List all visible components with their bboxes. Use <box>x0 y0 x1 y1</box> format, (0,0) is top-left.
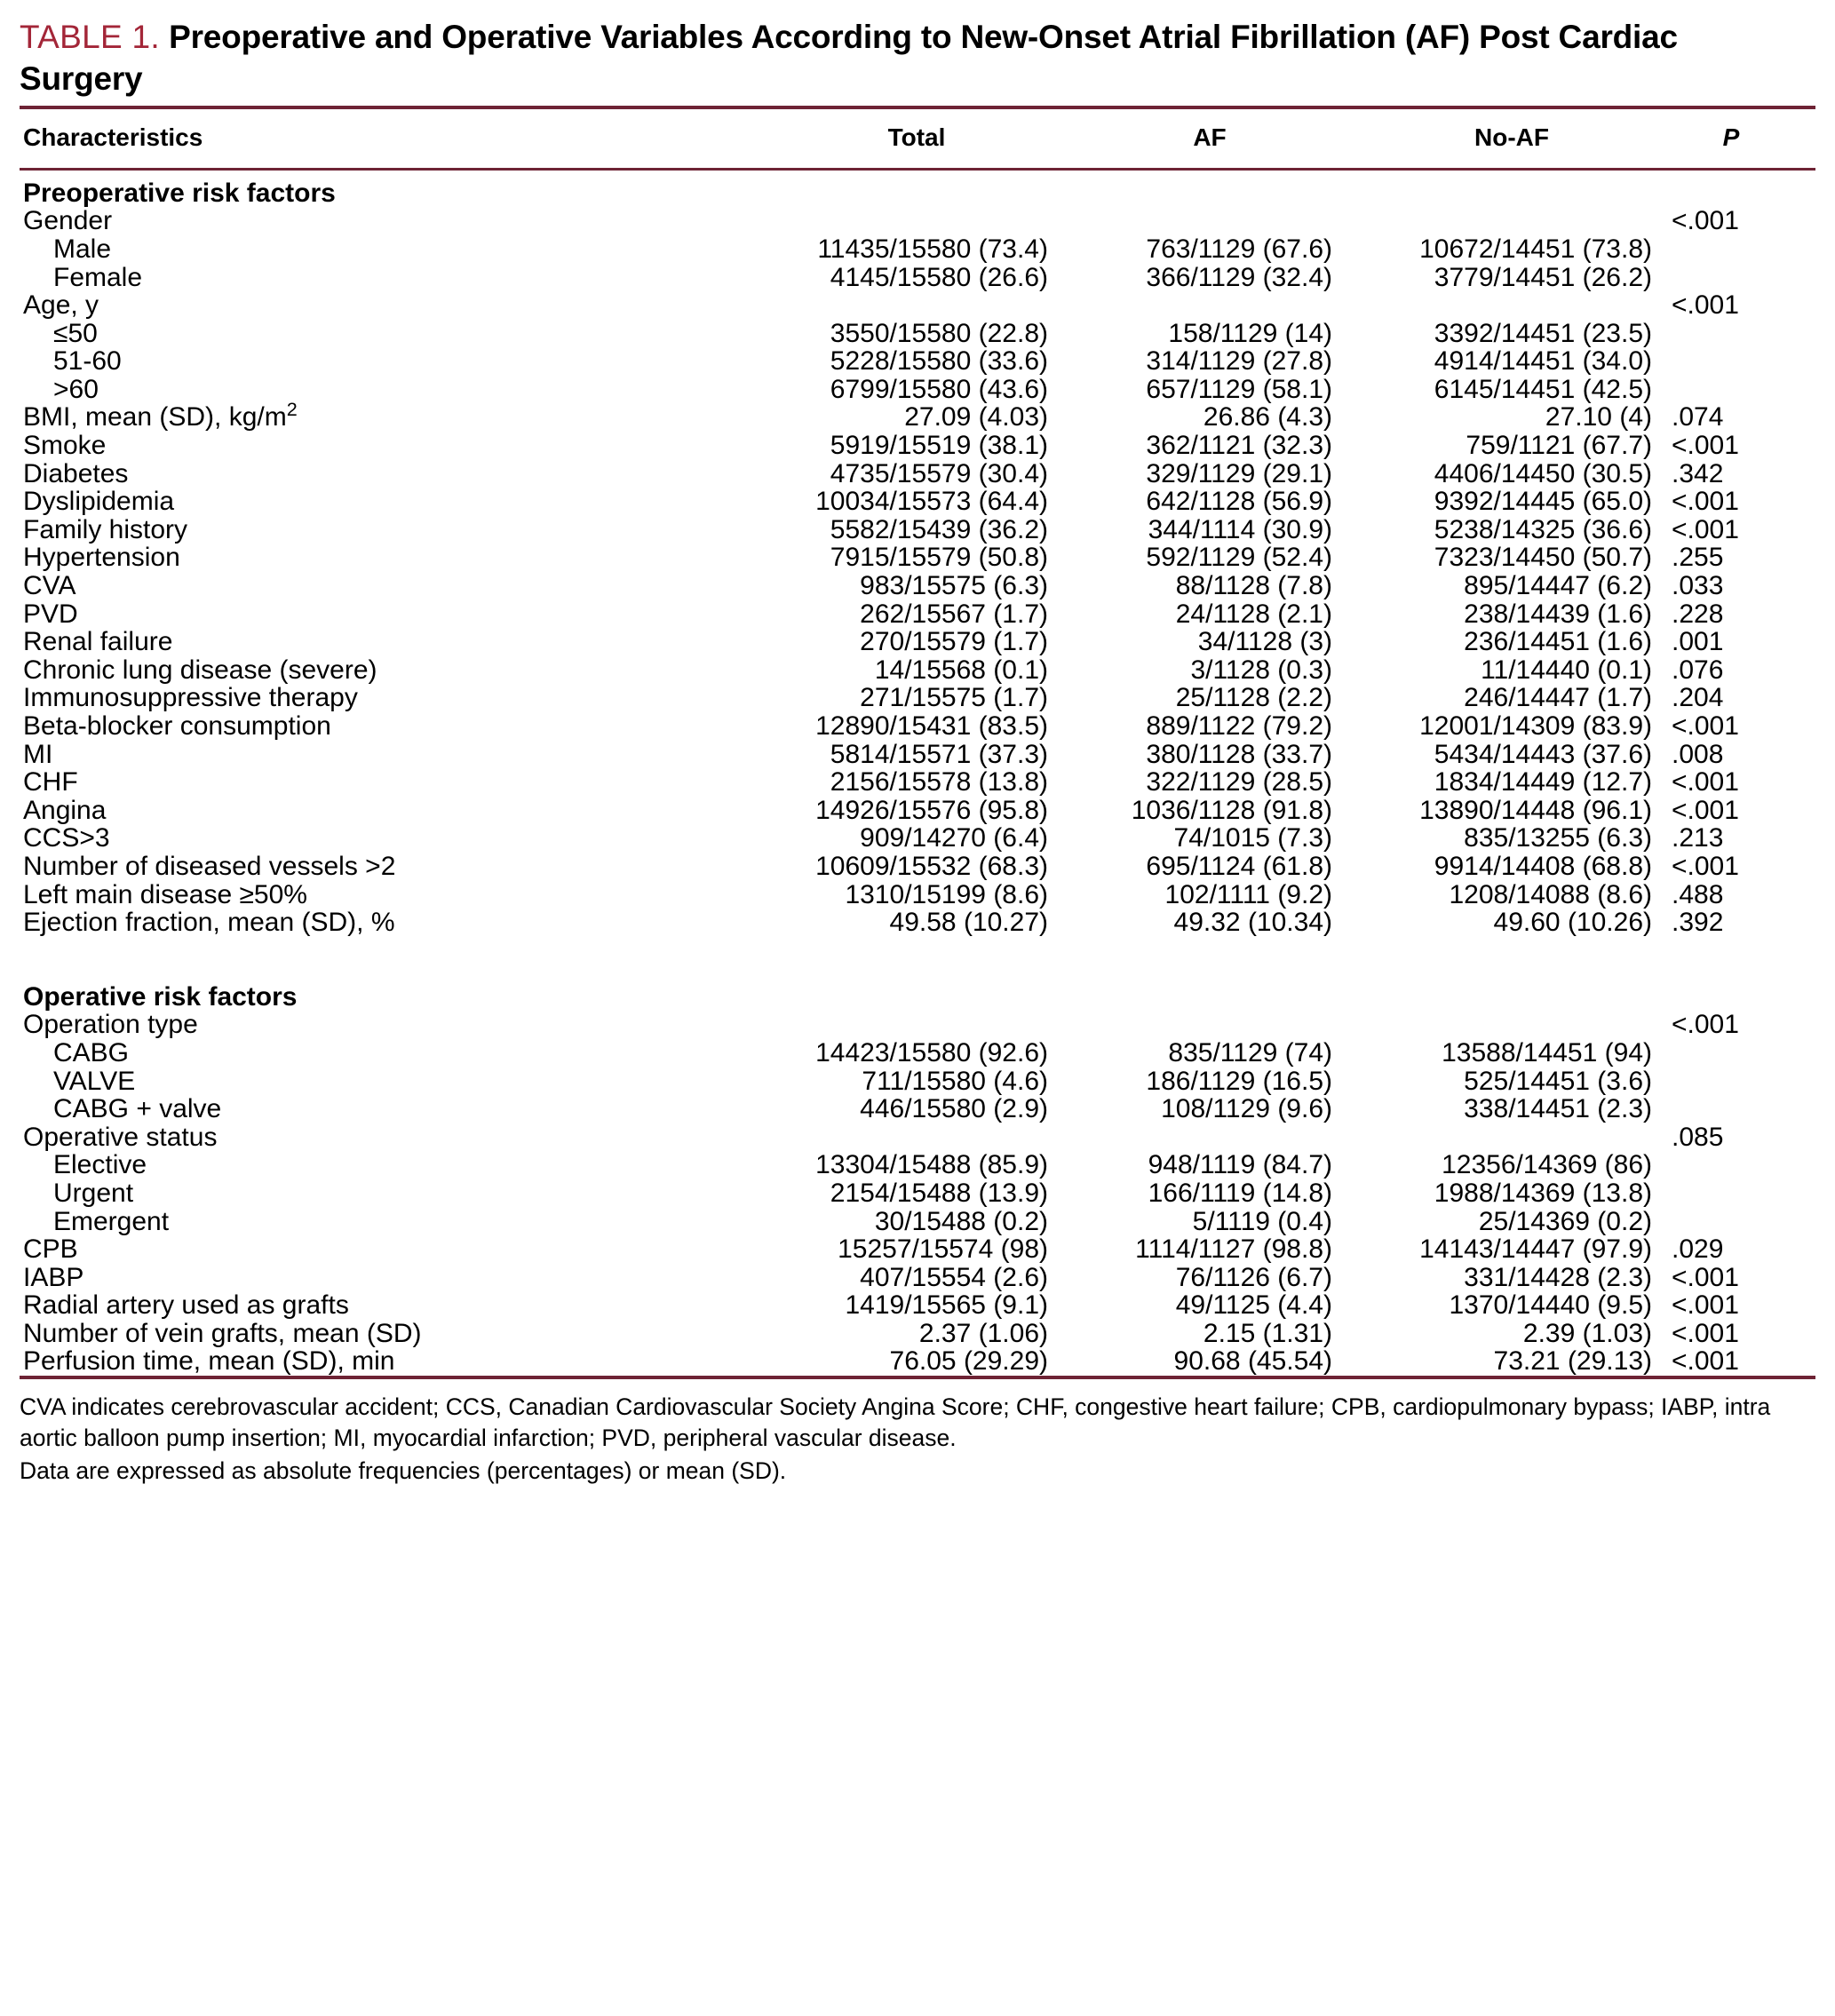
cell-af: 642/1128 (56.9) <box>1146 487 1332 517</box>
table-row <box>20 797 1815 825</box>
table-row <box>20 600 1815 629</box>
cell-total: 14423/15580 (92.6) <box>815 1037 1048 1068</box>
cell-af: 49/1125 (4.4) <box>1175 1290 1332 1321</box>
cell-total: 27.09 (4.03) <box>904 402 1048 433</box>
cell-af: 763/1129 (67.6) <box>1146 234 1332 264</box>
cell-no-af: 2.39 (1.03) <box>1522 1318 1652 1348</box>
cell-af <box>1068 1011 1352 1039</box>
table-row <box>20 741 1815 769</box>
row-label: Family history <box>23 514 188 544</box>
row-label: Urgent <box>53 1178 134 1208</box>
cell-total: 13304/15488 (85.9) <box>815 1150 1048 1180</box>
row-label: 51-60 <box>53 346 122 377</box>
cell-no-af: 6145/14451 (42.5) <box>1434 374 1652 404</box>
cell-total: 270/15579 (1.7) <box>860 627 1048 657</box>
cell-af <box>1068 171 1352 208</box>
cell-af: 108/1129 (9.6) <box>1161 1094 1332 1124</box>
cell-no-af <box>1352 937 1672 974</box>
table-row <box>20 1011 1815 1039</box>
table-row <box>20 460 1815 488</box>
cell-total: 12890/15431 (83.5) <box>815 711 1048 741</box>
cell-af: 5/1119 (0.4) <box>1192 1206 1332 1236</box>
cell-p <box>1672 171 1815 208</box>
cell-p: <.001 <box>1672 431 1739 461</box>
cell-total: 15257/15574 (98) <box>838 1234 1048 1265</box>
cell-no-af: 236/14451 (1.6) <box>1464 627 1652 657</box>
cell-af: 49.32 (10.34) <box>1173 908 1332 938</box>
cell-no-af: 5238/14325 (36.6) <box>1434 514 1652 544</box>
cell-no-af: 1988/14369 (13.8) <box>1434 1178 1652 1208</box>
cell-no-af: 3392/14451 (23.5) <box>1434 318 1652 348</box>
data-table <box>20 109 1815 168</box>
cell-af: 26.86 (4.3) <box>1203 402 1332 433</box>
cell-no-af: 525/14451 (3.6) <box>1464 1066 1652 1096</box>
cell-no-af: 5434/14443 (37.6) <box>1434 739 1652 769</box>
cell-total: 2.37 (1.06) <box>918 1318 1048 1348</box>
cell-p: <.001 <box>1672 290 1739 321</box>
cell-total: 10609/15532 (68.3) <box>815 851 1048 881</box>
column-header-af: AF <box>1193 123 1227 151</box>
cell-total: 5814/15571 (37.3) <box>830 739 1048 769</box>
cell-p: .074 <box>1672 402 1724 433</box>
cell-af: 102/1111 (9.2) <box>1164 879 1332 909</box>
cell-p <box>1672 937 1815 974</box>
cell-af: 3/1128 (0.3) <box>1190 655 1332 685</box>
row-label: Elective <box>53 1150 147 1180</box>
cell-p: <.001 <box>1672 1262 1739 1292</box>
table-row <box>20 1179 1815 1208</box>
table-row <box>20 171 1815 208</box>
cell-p: <.001 <box>1672 514 1739 544</box>
row-label: BMI, mean (SD), $kg/m^2$ <box>23 398 298 433</box>
table-row <box>20 516 1815 544</box>
cell-total: 262/15567 (1.7) <box>860 599 1048 629</box>
cell-p <box>1672 1179 1815 1208</box>
table-row <box>20 684 1815 712</box>
cell-no-af <box>1352 171 1672 208</box>
row-label: Male <box>53 234 112 264</box>
table-row <box>20 853 1815 881</box>
cell-af: 74/1015 (7.3) <box>1173 823 1332 853</box>
cell-af <box>1068 207 1352 235</box>
cell-af: 948/1119 (84.7) <box>1148 1150 1332 1180</box>
cell-p: <.001 <box>1672 1346 1739 1377</box>
cell-p: .029 <box>1672 1234 1724 1265</box>
cell-p: <.001 <box>1672 711 1739 741</box>
cell-total: 3550/15580 (22.8) <box>830 318 1048 348</box>
cell-af: 76/1126 (6.7) <box>1175 1262 1332 1292</box>
cell-total: 909/14270 (6.4) <box>860 823 1048 853</box>
row-label: Perfusion time, mean (SD), min <box>23 1346 395 1377</box>
row-label: CPB <box>23 1234 78 1265</box>
cell-total: 2154/15488 (13.9) <box>830 1178 1048 1208</box>
row-label: Preoperative risk factors <box>23 178 336 208</box>
cell-af: 24/1128 (2.1) <box>1175 599 1332 629</box>
row-label: Dyslipidemia <box>23 487 175 517</box>
cell-total <box>766 1123 1068 1152</box>
superscript: 2 <box>286 398 298 421</box>
cell-no-af <box>1352 291 1672 320</box>
cell-p: .213 <box>1672 823 1724 853</box>
row-label: CCS>3 <box>23 823 110 853</box>
cell-no-af: 7323/14450 (50.7) <box>1434 543 1652 573</box>
row-label: Number of diseased vessels >2 <box>23 851 396 881</box>
cell-total: 5228/15580 (33.6) <box>830 346 1048 377</box>
cell-total: 49.58 (10.27) <box>889 908 1048 938</box>
cell-no-af: 25/14369 (0.2) <box>1478 1206 1652 1236</box>
row-label: Gender <box>23 206 113 236</box>
cell-no-af <box>1352 1011 1672 1039</box>
row-label: MI <box>23 739 53 769</box>
table-row <box>20 488 1815 516</box>
cell-af: 186/1129 (16.5) <box>1146 1066 1332 1096</box>
cell-p: .076 <box>1672 655 1724 685</box>
cell-af: 25/1128 (2.2) <box>1175 683 1332 713</box>
cell-no-af: 12356/14369 (86) <box>1442 1150 1652 1180</box>
row-label: Ejection fraction, mean (SD), % <box>23 908 395 938</box>
table-row <box>20 1347 1815 1376</box>
cell-no-af: 11/14440 (0.1) <box>1481 655 1652 685</box>
row-label: CABG <box>53 1037 130 1068</box>
table-spacer-row <box>20 937 1815 974</box>
cell-af: 2.15 (1.31) <box>1203 1318 1332 1348</box>
table-row <box>20 1068 1815 1096</box>
table-row <box>20 1235 1815 1264</box>
cell-p: .085 <box>1672 1122 1724 1152</box>
row-label: ≤50 <box>53 318 98 348</box>
cell-p <box>1672 974 1815 1012</box>
cell-af: 329/1129 (29.1) <box>1146 458 1332 488</box>
row-label: IABP <box>23 1262 84 1292</box>
cell-total: 10034/15573 (64.4) <box>815 487 1048 517</box>
cell-af: 380/1128 (33.7) <box>1146 739 1332 769</box>
table-row <box>20 320 1815 348</box>
cell-af: 1036/1128 (91.8) <box>1131 795 1332 825</box>
cell-af <box>1068 291 1352 320</box>
cell-no-af: 73.21 (29.13) <box>1493 1346 1652 1377</box>
cell-af <box>1068 937 1352 974</box>
column-header-no-af: No-AF <box>1474 123 1549 151</box>
cell-p: .342 <box>1672 458 1724 488</box>
cell-af <box>1068 974 1352 1012</box>
row-label: Immunosuppressive therapy <box>23 683 358 713</box>
footnotes <box>20 1379 1812 1487</box>
cell-af: 88/1128 (7.8) <box>1175 571 1332 601</box>
row-label: Number of vein grafts, mean (SD) <box>23 1318 422 1348</box>
cell-total: 1310/15199 (8.6) <box>845 879 1048 909</box>
cell-p <box>1672 235 1815 264</box>
row-label: PVD <box>23 599 78 629</box>
row-label: Smoke <box>23 431 107 461</box>
cell-total: 4145/15580 (26.6) <box>830 262 1048 292</box>
table-number: TABLE 1. <box>20 19 161 55</box>
table-row <box>20 1208 1815 1236</box>
table-row <box>20 656 1815 685</box>
table-title-text: Preoperative and Operative Variables According to New-Onset Atrial Fibrillation (AF) Post Cardiac Surgery <box>20 19 1678 98</box>
cell-af: 362/1121 (32.3) <box>1146 431 1332 461</box>
cell-no-af: 14143/14447 (97.9) <box>1419 1234 1652 1265</box>
cell-no-af: 331/14428 (2.3) <box>1464 1262 1652 1292</box>
row-label: Operation type <box>23 1010 198 1040</box>
cell-total: 2156/15578 (13.8) <box>830 767 1048 798</box>
cell-p <box>1672 1039 1815 1068</box>
cell-total <box>766 1011 1068 1039</box>
cell-total: 271/15575 (1.7) <box>860 683 1048 713</box>
cell-p: .033 <box>1672 571 1724 601</box>
footnote-abbreviations: CVA indicates cerebrovascular accident; CCS, Canadian Cardiovascular Society Angina Score; CHF, congestive heart failure; CPB, cardiopulmonary bypass; IABP, intra aortic balloon pump insertion; MI, myocardial infarction; PVD, peripheral vascular disease. <box>20 1393 1771 1452</box>
cell-no-af: 13890/14448 (96.1) <box>1419 795 1652 825</box>
column-header-total: Total <box>887 123 946 151</box>
table-body <box>20 171 1815 1376</box>
cell-no-af: 9914/14408 (68.8) <box>1434 851 1652 881</box>
table-row <box>20 881 1815 909</box>
cell-p: .204 <box>1672 683 1724 713</box>
table-row <box>20 403 1815 432</box>
cell-p <box>1672 376 1815 404</box>
cell-no-af: 4914/14451 (34.0) <box>1434 346 1652 377</box>
cell-p <box>1672 347 1815 376</box>
cell-total: 14/15568 (0.1) <box>874 655 1048 685</box>
cell-no-af: 246/14447 (1.7) <box>1464 683 1652 713</box>
cell-p: .488 <box>1672 879 1724 909</box>
cell-p: <.001 <box>1672 1318 1739 1348</box>
table-row <box>20 1095 1815 1123</box>
cell-total: 983/15575 (6.3) <box>860 571 1048 601</box>
row-label: Beta-blocker consumption <box>23 711 331 741</box>
row-label: Age, y <box>23 290 99 321</box>
cell-p: .001 <box>1672 627 1724 657</box>
cell-no-af: 49.60 (10.26) <box>1493 908 1652 938</box>
cell-no-af: 10672/14451 (73.8) <box>1419 234 1652 264</box>
cell-p <box>1672 1068 1815 1096</box>
row-label: CVA <box>23 571 76 601</box>
table-row <box>20 909 1815 937</box>
table-row <box>20 291 1815 320</box>
cell-total: 30/15488 (0.2) <box>874 1206 1048 1236</box>
cell-p <box>1672 264 1815 292</box>
cell-total: 5582/15439 (36.2) <box>830 514 1048 544</box>
cell-af: 695/1124 (61.8) <box>1146 851 1332 881</box>
cell-p: <.001 <box>1672 206 1739 236</box>
cell-af: 889/1122 (79.2) <box>1146 711 1332 741</box>
cell-total <box>766 937 1068 974</box>
cell-no-af: 9392/14445 (65.0) <box>1434 487 1652 517</box>
cell-no-af: 12001/14309 (83.9) <box>1419 711 1652 741</box>
cell-p <box>1672 1151 1815 1179</box>
cell-af: 314/1129 (27.8) <box>1146 346 1332 377</box>
cell-no-af: 1370/14440 (9.5) <box>1449 1290 1652 1321</box>
table-row <box>20 432 1815 460</box>
cell-total <box>766 171 1068 208</box>
table-row <box>20 1039 1815 1068</box>
row-label: Female <box>53 262 143 292</box>
row-label: Chronic lung disease (severe) <box>23 655 377 685</box>
table-row <box>20 264 1815 292</box>
cell-total: 1419/15565 (9.1) <box>845 1290 1048 1321</box>
table-row <box>20 974 1815 1012</box>
cell-no-af: 835/13255 (6.3) <box>1464 823 1652 853</box>
table-row <box>20 1291 1815 1320</box>
row-label: VALVE <box>53 1066 136 1096</box>
cell-no-af <box>1352 974 1672 1012</box>
cell-no-af: 13588/14451 (94) <box>1442 1037 1652 1068</box>
table-row <box>20 544 1815 572</box>
cell-af: 322/1129 (28.5) <box>1146 767 1332 798</box>
row-label: Renal failure <box>23 627 173 657</box>
cell-p: <.001 <box>1672 487 1739 517</box>
cell-no-af: 1834/14449 (12.7) <box>1434 767 1652 798</box>
cell-p: .228 <box>1672 599 1724 629</box>
cell-p: .255 <box>1672 543 1724 573</box>
cell-total: 11435/15580 (73.4) <box>817 234 1048 264</box>
cell-af: 1114/1127 (98.8) <box>1135 1234 1332 1265</box>
cell-p <box>1672 320 1815 348</box>
cell-total: 6799/15580 (43.6) <box>830 374 1048 404</box>
table-row <box>20 1151 1815 1179</box>
cell-total: 5919/15519 (38.1) <box>830 431 1048 461</box>
cell-no-af: 895/14447 (6.2) <box>1464 571 1652 601</box>
cell-total <box>766 974 1068 1012</box>
table-row <box>20 207 1815 235</box>
cell-no-af <box>1352 1123 1672 1152</box>
cell-af: 835/1129 (74) <box>1168 1037 1332 1068</box>
cell-no-af: 338/14451 (2.3) <box>1464 1094 1652 1124</box>
row-label: Operative risk factors <box>23 981 298 1012</box>
cell-af: 158/1129 (14) <box>1168 318 1332 348</box>
cell-total: 14926/15576 (95.8) <box>815 795 1048 825</box>
row-label: Diabetes <box>23 458 129 488</box>
cell-p: <.001 <box>1672 1290 1739 1321</box>
cell-af: 366/1129 (32.4) <box>1146 262 1332 292</box>
table-row <box>20 235 1815 264</box>
cell-p: <.001 <box>1672 767 1739 798</box>
cell-p <box>1672 1208 1815 1236</box>
cell-p: <.001 <box>1672 851 1739 881</box>
table-row <box>20 1320 1815 1348</box>
table-header <box>20 109 1815 168</box>
row-label <box>20 937 766 974</box>
cell-no-af: 1208/14088 (8.6) <box>1449 879 1652 909</box>
cell-total: 711/15580 (4.6) <box>862 1066 1048 1096</box>
column-header-characteristics: Characteristics <box>23 123 203 151</box>
cell-af <box>1068 1123 1352 1152</box>
cell-no-af: 4406/14450 (30.5) <box>1434 458 1652 488</box>
cell-total <box>766 291 1068 320</box>
cell-no-af: 3779/14451 (26.2) <box>1434 262 1652 292</box>
cell-p: .008 <box>1672 739 1724 769</box>
cell-total: 4735/15579 (30.4) <box>830 458 1048 488</box>
table-row <box>20 768 1815 797</box>
column-header-p: P <box>1722 123 1740 151</box>
row-label: CHF <box>23 767 78 798</box>
table-row <box>20 1264 1815 1292</box>
table-row <box>20 824 1815 853</box>
row-label: >60 <box>53 374 99 404</box>
cell-af: 344/1114 (30.9) <box>1148 514 1332 544</box>
cell-total: 76.05 (29.29) <box>889 1346 1048 1377</box>
header-row <box>20 109 1815 168</box>
cell-total <box>766 207 1068 235</box>
cell-no-af: 27.10 (4) <box>1545 402 1652 433</box>
row-label: Left main disease ≥50% <box>23 879 307 909</box>
cell-no-af: 759/1121 (67.7) <box>1466 431 1652 461</box>
cell-af: 90.68 (45.54) <box>1173 1346 1332 1377</box>
footnote-data-expression: Data are expressed as absolute frequencies (percentages) or mean (SD). <box>20 1457 787 1484</box>
cell-no-af <box>1352 207 1672 235</box>
cell-p: .392 <box>1672 908 1724 938</box>
table-row <box>20 1123 1815 1152</box>
cell-total: 7915/15579 (50.8) <box>830 543 1048 573</box>
cell-no-af: 238/14439 (1.6) <box>1464 599 1652 629</box>
cell-af: 166/1119 (14.8) <box>1148 1178 1332 1208</box>
cell-p <box>1672 1095 1815 1123</box>
cell-p: <.001 <box>1672 1010 1739 1040</box>
cell-af: 657/1129 (58.1) <box>1146 374 1332 404</box>
table-row <box>20 628 1815 656</box>
table-row <box>20 572 1815 600</box>
cell-af: 592/1129 (52.4) <box>1146 543 1332 573</box>
table-row <box>20 712 1815 741</box>
cell-af: 34/1128 (3) <box>1197 627 1332 657</box>
page-title <box>20 0 1787 106</box>
cell-total: 446/15580 (2.9) <box>860 1094 1048 1124</box>
cell-p: <.001 <box>1672 795 1739 825</box>
cell-total: 407/15554 (2.6) <box>860 1262 1048 1292</box>
row-label: Emergent <box>53 1206 170 1236</box>
row-label: Operative status <box>23 1122 218 1152</box>
row-label: Radial artery used as grafts <box>23 1290 349 1321</box>
row-label: CABG + valve <box>53 1094 222 1124</box>
data-table-body <box>20 171 1815 1376</box>
row-label: Hypertension <box>23 543 180 573</box>
table-row <box>20 347 1815 376</box>
row-label: Angina <box>23 795 107 825</box>
